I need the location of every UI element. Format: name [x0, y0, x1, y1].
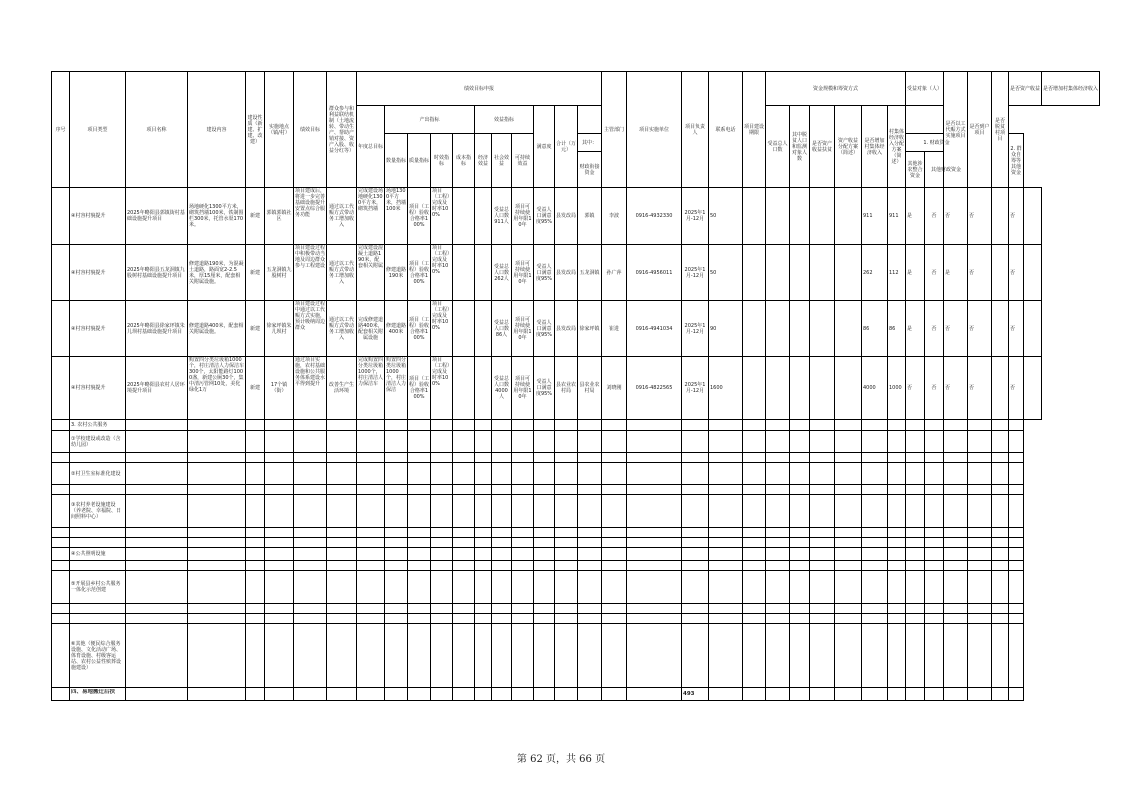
cell-village-inc: 否: [1009, 245, 1024, 301]
hdr-econ: 经济效益: [475, 134, 492, 188]
cell-type: ④村容村貌提升: [70, 357, 126, 420]
cell-qty: 场地1300平方米，挡墙100米: [386, 188, 406, 212]
cell-poor: 911: [888, 188, 906, 245]
hdr-asset-poor: 是否资产收益扶贫: [810, 106, 835, 188]
cell-phone: 0916-4932330: [627, 188, 682, 245]
cell-period: 2025年1月-12月: [682, 301, 709, 357]
cell-to-household: 否: [925, 301, 944, 357]
cell-quality: 项目（工程）验收合格率100%: [408, 188, 431, 245]
cell-phone: 0916-4941034: [627, 301, 682, 357]
hdr-mass: 群众参与和利益联结机制（土地流转、带动生产、帮助产销对接、资产入股、收益分红等）: [327, 72, 357, 188]
hdr-proj-name: 项目名称: [126, 72, 188, 188]
hdr-location: 实施地点（镇/村）: [265, 72, 294, 188]
hdr-sustain: 可持续效益: [512, 134, 534, 188]
cell-asset-poor: 否: [968, 357, 992, 420]
cell-annual: 完成修建道路400米，配套相关附属设施: [357, 301, 385, 357]
cell-content: 场地硬化1300平方米，砌筑挡墙100米，铁制围栏300米，托管水渠170米。: [188, 188, 246, 245]
cell-pop: 911: [862, 188, 888, 245]
cell-poor-village: 否: [944, 357, 968, 420]
section-relocation-total: 493: [682, 688, 709, 701]
table-row: [52, 357, 1100, 420]
cell-period: 2025年1月-12月: [682, 245, 709, 301]
hdr-owner: 项目负责人: [682, 72, 709, 188]
cell-unit: 五龙洞镇: [578, 245, 602, 301]
hdr-impl-unit: 项目实施单位: [627, 72, 682, 188]
cell-location: 徐家坪镇朱儿坝村: [265, 301, 294, 357]
cell-to-household: 否: [925, 245, 944, 301]
hdr-asset-plan: 资产收益分配方案（简述）: [835, 106, 862, 188]
hdr-fiscal-direct: 财政衔接资金: [578, 152, 602, 188]
cell-econ: [475, 301, 492, 357]
hdr-beneficiary-group: 受益对象（人）: [906, 72, 944, 106]
cell-nature: 新建: [246, 188, 265, 245]
cell-mass: 改善生产生活环境: [327, 357, 357, 420]
cell-econ: [475, 245, 492, 301]
cell-satisfaction: 受益人口满意度95%: [534, 301, 555, 357]
cell-work-relief: 是: [906, 301, 925, 357]
cell-satisfaction: 受益人口满意度95%: [534, 188, 555, 245]
hdr-qty: 数量指标: [385, 134, 408, 188]
cell-poor-village: 否: [944, 301, 968, 357]
hdr-phone: 联系电话: [709, 72, 743, 188]
footer-prefix: 第: [516, 754, 531, 765]
cell-satisfaction: 受益人口满意度95%: [534, 357, 555, 420]
cell-social: 受益总人口数262人: [492, 245, 512, 301]
cell-poor: 1000: [888, 357, 906, 420]
cell-qty: 购置四分类垃圾箱1000个，村庄清洁人力保洁: [386, 357, 406, 393]
cell-type: ④村容村貌提升: [70, 245, 126, 301]
page-total: 66: [579, 754, 592, 765]
cell-poor-village: 是: [944, 245, 968, 301]
cell-name: 2025年略阳县郭镇街村基础设施提升项目: [126, 188, 188, 245]
hdr-benefit-group: 效益指标: [475, 106, 534, 134]
cell-dept: 县发改局: [555, 245, 578, 301]
cell-annual: 完成建设混凝土道路190米，配套相关附属: [358, 245, 383, 269]
cell-type: ④村容村貌提升: [70, 188, 126, 245]
cell-poor-village: 否: [944, 188, 968, 245]
cell-nature: 新建: [246, 245, 265, 301]
hdr-content: 建设内容: [188, 72, 246, 188]
cell-social: 受益总人口数911人: [492, 188, 512, 245]
cell-timely: 项目（工程）完成及时率100%: [432, 301, 450, 331]
cell-work-relief: 是: [906, 245, 925, 301]
cell-timely: 项目（工程）完成及时率100%: [432, 245, 450, 275]
cell-goal: 项目建成后，将进一步完善基础设施提升安置点综合服务功能: [295, 188, 325, 218]
hdr-perf-goal: 绩效目标: [294, 72, 327, 188]
hdr-nature: 建设性质（新建、扩建、改建）: [246, 72, 265, 188]
hdr-total: 合计（万元）: [555, 106, 578, 188]
cell-econ: [475, 357, 492, 420]
cell-annual: 完成建设场地硬化1300平方米，砌筑挡墙: [358, 188, 383, 212]
cell-satisfaction: 受益人口满意度95%: [534, 245, 555, 301]
cell-dept: 县发改局: [555, 301, 578, 357]
cell-annual: 完成购置四分类垃圾箱1000个，村庄清洁人力保洁车: [358, 357, 383, 387]
project-table: [51, 71, 1100, 701]
cell-sustain: 项目可持续使用年限10年: [512, 301, 534, 357]
cell-mass: 通过以工代赈方式带动务工增加收入: [327, 188, 357, 245]
cell-period: 2025年1月-12月: [682, 188, 709, 245]
cell-sustain: 项目可持续使用年限10年: [512, 245, 534, 301]
cell-quality: 项目（工程）验收合格率100%: [408, 301, 431, 357]
cell-social: 受益总人口数4000人: [492, 357, 512, 420]
section-school: ①学校建设或改造（含幼儿园）: [70, 431, 126, 453]
cell-type: ④村容村貌提升: [70, 301, 126, 357]
hdr-satisfaction: 满意度: [534, 106, 555, 188]
cell-goal: 通过项目实施，农村基础设施和公共服务体系建设水平得到提升: [295, 357, 325, 387]
cell-location: 郭镇郭镇社区: [265, 188, 294, 245]
cell-work-relief: 是: [906, 188, 925, 245]
cell-nature: 新建: [246, 357, 265, 420]
hdr-fund-group: 资金规模和筹资方式: [766, 72, 906, 106]
cell-qty: 修建道路400米: [385, 301, 408, 357]
table-row: [52, 245, 1100, 301]
section-public-service: 3. 农村公共服务: [70, 420, 126, 431]
hdr-other-fiscal: 其他财政资金: [925, 152, 968, 188]
cell-poor: 86: [888, 301, 906, 357]
hdr-other-coord: 其他涉农整合资金: [906, 152, 925, 188]
hdr-indicator-group: 绩效目标申报: [357, 72, 602, 106]
section-other: ⑥其他（便民综合服务设施、文化活动广场、体育设施、村级客运站、农村公益性殡葬设施建设）: [70, 624, 126, 688]
hdr-proj-type: 项目类型: [70, 72, 126, 188]
cell-total: 50: [709, 245, 743, 301]
cell-content: 购置四分类垃圾箱1000个，村庄清洁人力保洁车300个，太阳能路灯1000盏，新建公厕30个，集中清污管网10处，美化绿化1万: [189, 357, 244, 393]
cell-poor: 112: [888, 245, 906, 301]
hdr-quality: 质量指标: [408, 134, 431, 188]
cell-nature: 新建: [246, 301, 265, 357]
hdr-annual-total: 年度总目标: [357, 106, 385, 188]
cell-owner: 刘晓刚: [602, 357, 627, 420]
cell-name: 2025年略阳县五龙洞镇九股树村基础设施提升项目: [126, 245, 188, 301]
page-number: 62: [530, 754, 543, 765]
cell-phone: 0916-4956011: [627, 245, 682, 301]
cell-location: 五龙洞镇九股树村: [265, 245, 294, 301]
cell-unit: 郭镇: [578, 188, 602, 245]
cell-total: 90: [709, 301, 743, 357]
table-row: [52, 301, 1100, 357]
footer-suffix: 页: [591, 754, 606, 765]
cell-village-inc: 否: [1009, 188, 1024, 245]
cell-mass: 通过以工代赈方式带动务工增加收入: [327, 245, 357, 301]
cell-unit: 县农业农村局: [578, 357, 602, 420]
hdr-among: 其中：: [578, 134, 602, 152]
cell-dept: 县农业农村局: [555, 357, 578, 420]
cell-content: 修建道路190米，为混凝土道路，路面宽2-2.5米，厚15厘米，配套相关附属设施。: [188, 245, 246, 301]
section-elder: ③农村养老设施建设（养老院、幸福院、日间照料中心）: [70, 495, 126, 528]
cell-to-household: 否: [925, 357, 944, 420]
hdr-cost: 成本指标: [453, 134, 475, 188]
cell-qty: 修建道路190米: [385, 245, 408, 301]
cell-mass: 通过以工代赈方式带动务工增加收入: [327, 301, 357, 357]
cell-owner: 李波: [602, 188, 627, 245]
cell-asset-poor: 否: [968, 245, 992, 301]
cell-sustain: 项目可持续使用年限10年: [512, 357, 534, 420]
hdr-beneficiary-total: 受益总人口数: [766, 106, 790, 188]
cell-asset-poor: 否: [968, 188, 992, 245]
hdr-asset-proj: 是否到户项目: [968, 72, 992, 188]
hdr-social: 社会效益: [492, 134, 512, 188]
cell-owner: 孙广萍: [602, 245, 627, 301]
hdr-poor-pop: 其中脱贫人口和监测对象人数: [790, 106, 810, 188]
hdr-work-relief: 是否以工代赈方式实施项目: [944, 72, 968, 188]
hdr-dept: 主管部门: [602, 72, 627, 188]
cell-goal: 项目建设过程中通过以工代赈方式实施，预计吸纳周边群众: [295, 301, 325, 331]
cell-quality: 项目（工程）验收合格率100%: [408, 245, 431, 301]
section-lighting: ④公共照明设施: [70, 548, 126, 561]
cell-pop: 86: [862, 301, 888, 357]
hdr-fiscal-group: 1. 财政资金: [906, 134, 968, 152]
cell-work-relief: 否: [906, 357, 925, 420]
page-footer: [0, 750, 1122, 765]
cell-period: 2025年1月-12月: [682, 357, 709, 420]
cell-owner: 崔进: [602, 301, 627, 357]
cell-sustain: 项目可持续使用年限10年: [512, 188, 534, 245]
hdr-poor-village: 是否脱贫村项目: [992, 72, 1009, 188]
section-clinic: ②村卫生室标准化建设: [70, 463, 126, 485]
cell-total: 50: [709, 188, 743, 245]
cell-timely: 项目（工程）完成及时率100%: [432, 357, 450, 387]
cell-social: 受益总人口数86人: [492, 301, 512, 357]
cell-total: 1600: [709, 357, 743, 420]
hdr-period: 项目建设期限: [743, 72, 766, 188]
cell-pop: 4000: [862, 357, 888, 420]
cell-to-household: 否: [925, 188, 944, 245]
cell-goal: 项目建设过程中积极带动当地及周边群众参与工程建设: [295, 245, 325, 269]
cell-econ: [475, 188, 492, 245]
hdr-asset-income-group: 是否资产收益: [1009, 72, 1042, 106]
cell-name: 2025年略阳县农村人居环境提升项目: [126, 357, 188, 420]
hdr-village-plan: 村集体经济收入分配方案（简述）: [888, 106, 906, 188]
cell-location: 17个镇（街）: [265, 357, 294, 420]
cell-timely: 项目（工程）完成及时率100%: [432, 188, 450, 218]
footer-mid: 页，共: [542, 754, 580, 765]
cell-asset-poor: 否: [968, 301, 992, 357]
section-relocation: 四、易地搬迁后扶: [71, 688, 116, 695]
hdr-timeliness: 时效指标: [431, 134, 453, 188]
cell-phone: 0916-4822565: [627, 357, 682, 420]
cell-unit: 徐家坪镇: [578, 301, 602, 357]
hdr-village-group: 是否增加村集体经济收入: [1042, 72, 1100, 106]
hdr-village-inc: 是否增加村集体经济收入: [862, 106, 888, 188]
section-demo: ⑤开展县乡村公共服务一体化示范创建: [70, 571, 126, 604]
hdr-output-group: 产出指标: [385, 106, 475, 134]
cell-content: 修建道路400米，配套相关附属设施。: [188, 301, 246, 357]
cell-name: 2025年略阳县徐家坪镇朱儿坝村基础设施提升项目: [126, 301, 188, 357]
cell-pop: 262: [862, 245, 888, 301]
hdr-seq: 序号: [52, 72, 70, 188]
cell-village-inc: 否: [1009, 357, 1024, 420]
hdr-mass-self: 2. 群众自筹等其他资金: [1009, 134, 1024, 188]
table-row: [52, 188, 1100, 245]
cell-quality: 项目（工程）验收合格率100%: [408, 357, 431, 420]
cell-dept: 县发改局: [555, 188, 578, 245]
cell-village-inc: 否: [1009, 301, 1024, 357]
